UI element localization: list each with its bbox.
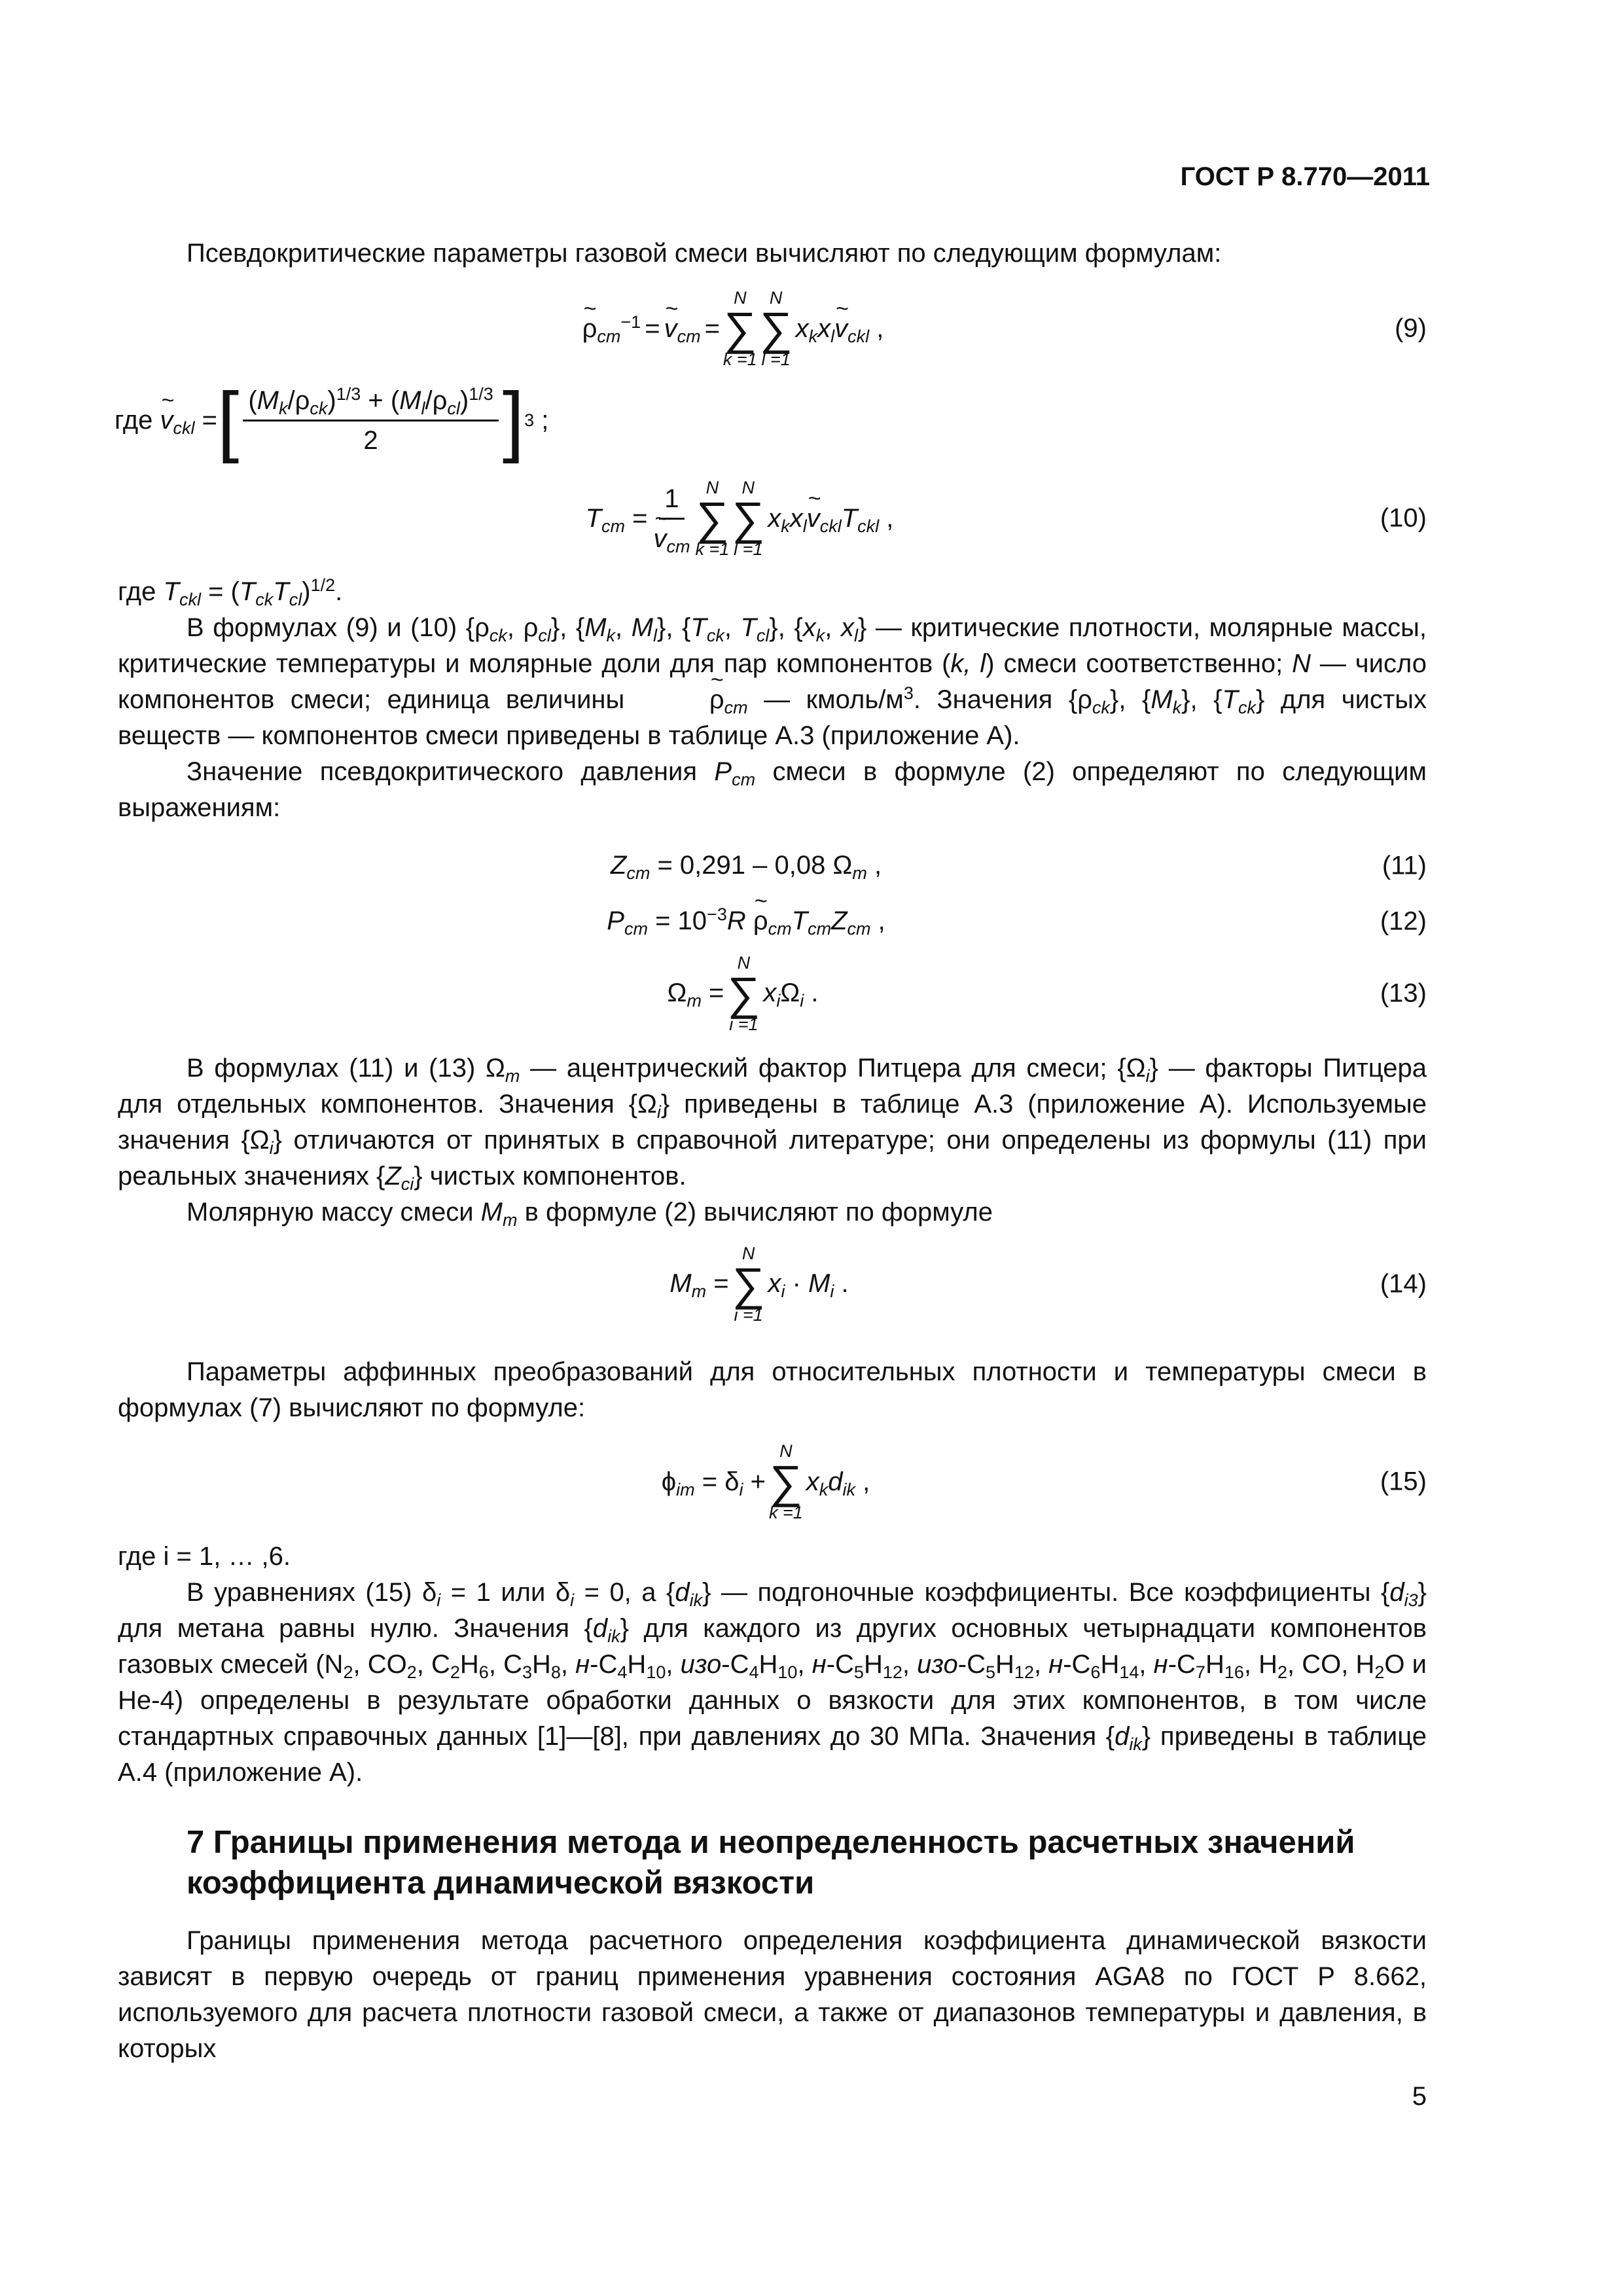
equation-15: $\phi_{im} = \delta_i$ + N ∑ k =1 $x_kd_{ik}$ , (15) [661,1441,1427,1522]
page-number: 5 [1412,2082,1427,2111]
paragraph-section-7: Границы применения метода расчетного определения коэффициента динамической вязкости зависят в первую очередь от границ применения уравнения состояния AGA8 по ГОСТ Р 8.662, используемого для расчета плотности газовой смеси, а также от диапазонов температуры и давления, в которых [118,1926,1427,2063]
equation-number-12: (12) [1380,906,1427,935]
definition-vckl: где ~ $v_{ckl}$ = [ $\frac{(M_k/\rho_{ck})^{1/3} + (M_l/\rho_{cl})^{1/3}}{2}$ ] 3 ; [115,371,1427,469]
paragraph-fitting-coefficients: В уравнениях (15) $\delta_i = 1$ или $\delta_i = 0$, а $\{d_{ik}\}$ — подгоночные коэффициенты. Все коэффициенты $\{d_{i3}\}$ для метана равны нулю. Значения $\{d_{ik}\}$ для каждого из других основных четырнадцати компонентов газовых смесей ($N_2$, $CO_2$, $C_2H_6$, $C_3H_8$, $н-C_4H_{10}$, изо-$C_4H_{10}$, $н-C_5H_{12}$, изо-$C_5H_{12}$, $н-C_6H_{14}$, $н-C_7H_{16}$, $H_2$, CO, $H_2O$ и He-4) определены в результате обработки данных о вязкости для этих компонентов, в том числе стандартных справочных данных [1]—[8], при давлениях до 30 МПа. Значения $\{d_{ik}\}$ приведены в таблице А.4 (приложение А). [118,1578,1427,1787]
paragraph-formulas-9-10: В формулах (9) и (10) {$\rho_{ck}$, $\rho_{cl}$}, {$M_k$, $M_l$}, {$T_{ck}$, $T_{cl}$}, {$x_k$, $x_l$} — критические плотности, молярные массы, критические температуры и молярные доли для пар компонентов (k, l) смеси соответственно; N — число компонентов смеси; единица величины ~ $\rho_{cm}$ — кмоль/$м^3$. Значения $\{\rho_{ck}\}$, $\{M_k\}$, $\{T_{ck}\}$ для чистых веществ — компонентов смеси приведены в таблице А.3 (приложение А). [118,610,1427,754]
equation-14: $M_m$ = N ∑ i =1 $x_i \cdot M_i$ . (14) [669,1243,1427,1325]
equation-number-15: (15) [1380,1467,1427,1496]
document-header: ГОСТ Р 8.770—2011 [1180,162,1430,191]
equation-number-10: (10) [1380,503,1427,533]
equation-9: ~ $\rho_{cm}^{-1}$ = ~ $v_{cm}$ = N ∑ k =1 N ∑ l =1 $x_kx_l\sim$ $v_{ckl}$ , (9) [118,286,1427,371]
equation-13: $\Omega_m$ = N ∑ i =1 $x_i\Omega_i$ . (13) [667,952,1427,1034]
section-7-heading: 7 Границы применения метода и неопределенность расчетных значений коэффициента динамической вязкости [187,1825,1355,1901]
paragraph-pseudocritical-pressure: Значение псевдокритического давления $P_{cm}$ смеси в формуле (2) определяют по следующим выражениям: [118,757,1427,822]
paragraph-pitzer: В формулах (11) и (13) $\Omega_m$ — ацентрический фактор Питцера для смеси; $\{\Omega_i\}$ — факторы Питцера для отдельных компонентов. Значения $\{\Omega_i\}$ приведены в таблице А.3 (приложение А). Используемые значения $\{\Omega_i\}$ отличаются от принятых в справочной литературе; они определены из формулы (11) при реальных значениях $\{Z_{ci}\}$ чистых компонентов. [118,1054,1427,1194]
document-body [115,236,1427,2067]
paragraph-molar-mass: Молярную массу смеси $M_m$ в формуле (2) вычисляют по формуле [187,1198,993,1230]
equation-number-9: (9) [1395,314,1427,343]
paragraph-affine: Параметры аффинных преобразований для относительных плотности и температуры смеси в формулах (7) вычисляют по формуле: [118,1357,1427,1422]
equation-number-14: (14) [1380,1269,1427,1298]
equation-11: $Z_{cm} = 0,291 - 0,08$ $\Omega_m$ , (11) [118,838,1427,893]
definition-tckl: где $T_{ckl} = (T_{ck}T_{cl})^{1/2}$. [118,575,343,609]
equation-12: $P_{cm} = 10^{-3}R$ ~ $\rho_{cm}T_{cm}Z_{cm}$ , (12) [118,893,1427,949]
equation-number-11: (11) [1382,851,1427,880]
definition-i-range: где i = 1, … ,6. [118,1542,291,1571]
equation-10: $T_{cm}$ = 1 ~ $v_{cm}$ N ∑ k =1 N ∑ l =1 $x_kx_l\sim$ $v_{ckl}T_{ckl}$ , (10) [118,469,1427,567]
paragraph-intro: Псевдокритические параметры газовой смеси вычисляют по следующим формулам: [187,239,1222,268]
equation-number-13: (13) [1380,978,1427,1007]
